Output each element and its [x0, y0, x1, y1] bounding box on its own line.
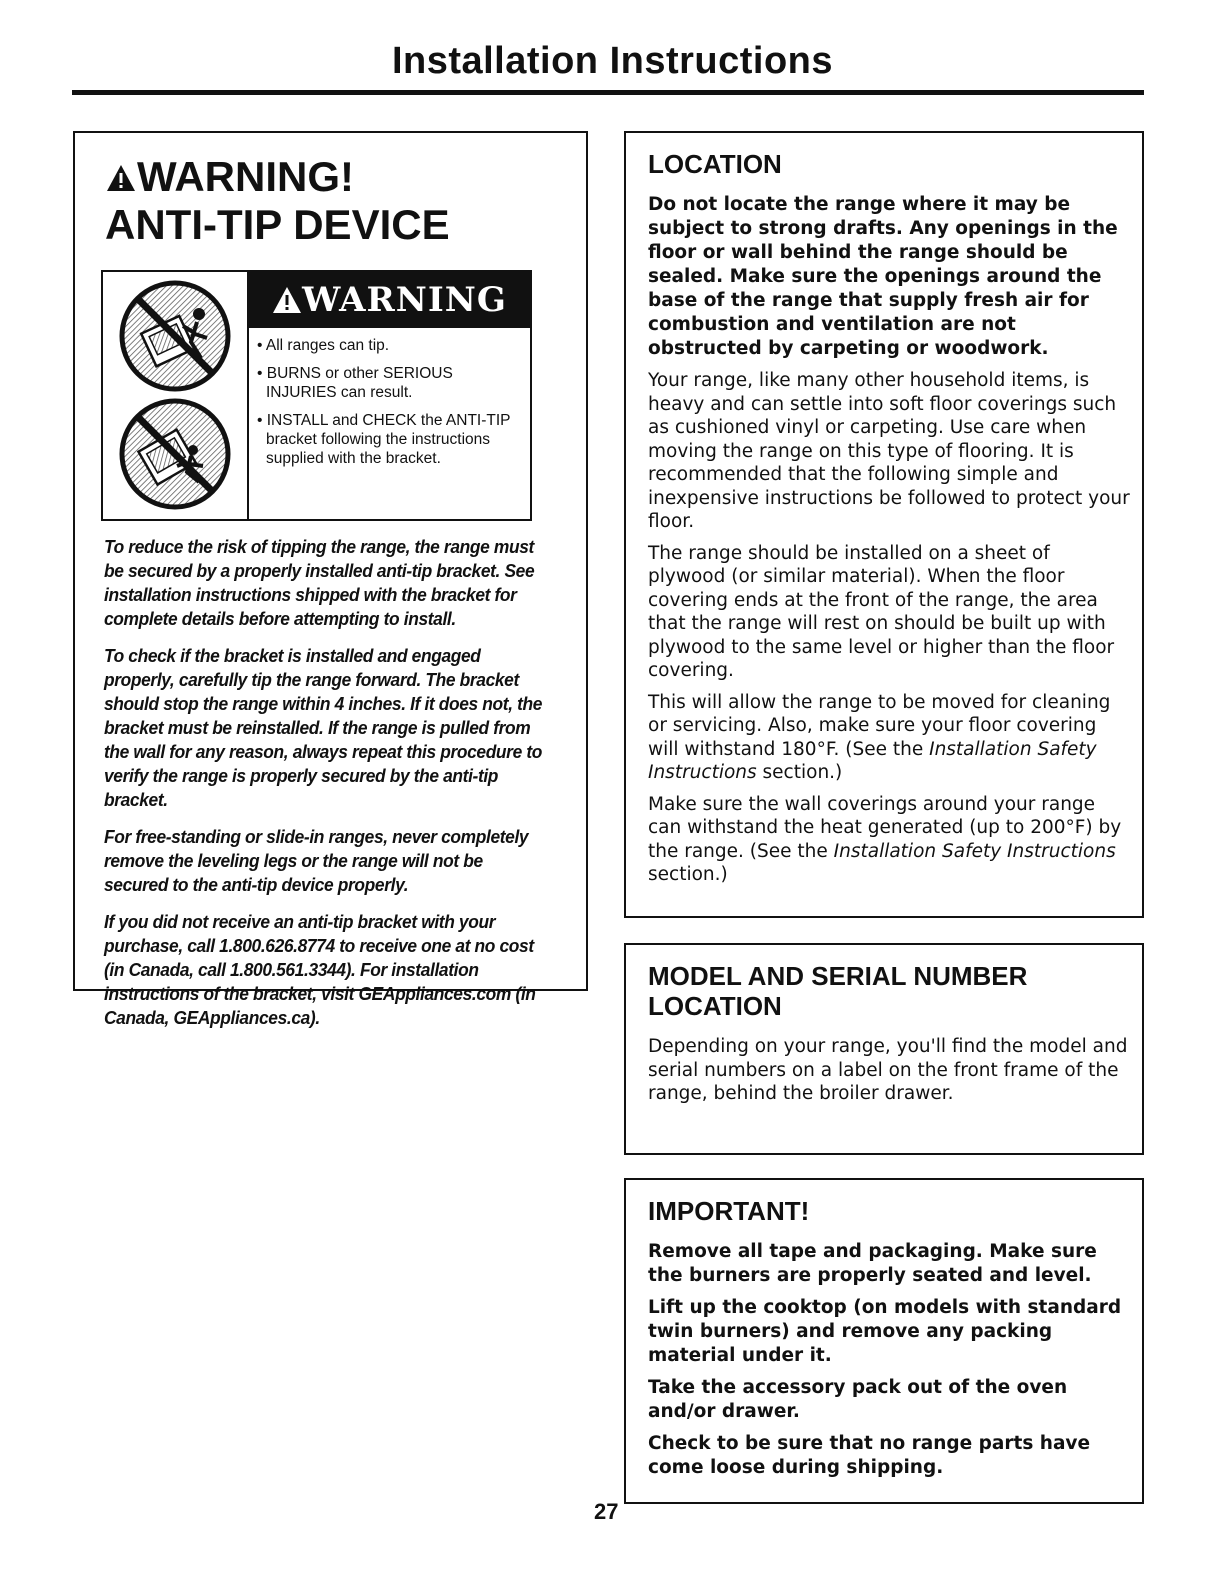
installation-safety-reference: Installation Safety Instructions	[648, 738, 1097, 783]
page-number: 27	[594, 1499, 619, 1524]
label-header: WARNING	[249, 272, 530, 328]
warning-paragraph: For free-standing or slide-in ranges, never completely remove the leveling legs or the range will not be secured to the anti-tip device properly.	[104, 826, 529, 895]
anti-tip-warning-box	[73, 131, 588, 1028]
label-item: • All ranges can tip.	[257, 337, 390, 354]
location-paragraph: Make sure the wall coverings around your range can withstand the heat generated (up to 200°F) by the range. (See the Installation Safety Instructions section.)	[648, 793, 1122, 885]
warning-paragraph: If you did not receive an anti-tip bracket with your purchase, call 1.800.626.8774 to receive one at no cost (in Canada, call 1.800.561.3344). For installation instructions of the bracket, visit GEAppliances.com (in Canada, GEAppliances.ca).	[104, 911, 536, 1028]
label-item: • BURNS or other SERIOUS INJURIES can result.	[257, 365, 453, 401]
location-paragraph: This will allow the range to be moved for cleaning or servicing. Also, make sure your floor covering will withstand 180°F. (See the Installation Safety Instructions section.)	[648, 691, 1111, 783]
important-item: Lift up the cooktop (on models with standard twin burners) and remove any packing material under it.	[648, 1297, 1122, 1366]
location-paragraph: Your range, like many other household items, is heavy and can settle into soft floor coverings such as cushioned vinyl or carpeting. Use care when moving the range on this type of flooring. It is recommended that the following simple and inexpensive instructions be followed to protect your floor.	[648, 370, 1130, 532]
important-item: Check to be sure that no range parts have come loose during shipping.	[648, 1433, 1091, 1478]
safety-label	[101, 270, 532, 521]
title-rule	[72, 90, 1144, 95]
warning-title	[105, 153, 450, 249]
location-bold-paragraph: Do not locate the range where it may be subject to strong drafts. Any openings in the floor or wall behind the range should be sealed. Make sure the openings around the base of the range that supply fresh air for combustion and ventilation are not obstructed by carpeting or woodwork.	[648, 194, 1118, 359]
model-serial-text: Depending on your range, you'll find the model and serial numbers on a label on the front frame of the range, behind the broiler drawer.	[648, 1036, 1128, 1104]
page-title: Installation Instructions	[391, 40, 834, 82]
important-item: Remove all tape and packaging. Make sure the burners are properly seated and level.	[648, 1241, 1097, 1286]
warning-paragraph: To reduce the risk of tipping the range, the range must be secured by a properly installed anti-tip bracket. See installation instructions shipped with the bracket for complete details before attempting to install.	[104, 536, 535, 629]
installation-safety-reference: Installation Safety Instructions	[833, 840, 1116, 862]
no-climbing-oven-door-icon	[117, 396, 233, 512]
important-item: Take the accessory pack out of the oven and/or drawer.	[648, 1377, 1068, 1422]
model-serial-box	[624, 943, 1144, 1155]
model-serial-heading: MODEL AND SERIAL NUMBER LOCATION	[648, 961, 1028, 1021]
location-box	[624, 131, 1144, 918]
warning-triangle-icon	[105, 163, 137, 193]
location-heading: LOCATION	[648, 149, 782, 179]
warning-body	[104, 535, 546, 1043]
no-tipping-range-icon	[117, 278, 233, 394]
warning-triangle-icon	[272, 286, 302, 314]
label-item: • INSTALL and CHECK the ANTI-TIP bracket following the instructions supplied with the bracket.	[257, 412, 511, 467]
important-box	[624, 1178, 1144, 1504]
warning-title-line2: ANTI-TIP DEVICE	[105, 201, 450, 248]
warning-title-line1: WARNING!	[137, 153, 354, 200]
label-list	[257, 336, 517, 477]
location-paragraph: The range should be installed on a sheet of plywood (or similar material). When the floor covering ends at the front of the range, the area that the range will rest on should be built up with plywood to the same level or higher than the floor covering.	[648, 542, 1115, 681]
warning-paragraph: To check if the bracket is installed and engaged properly, carefully tip the range forward. The bracket should stop the range within 4 inches. If it does not, the bracket must be reinstalled. If the range is pulled from the wall for any reason, always repeat this procedure to verify the range is properly secured by the anti-tip bracket.	[104, 645, 543, 810]
important-heading: IMPORTANT!	[648, 1196, 810, 1226]
